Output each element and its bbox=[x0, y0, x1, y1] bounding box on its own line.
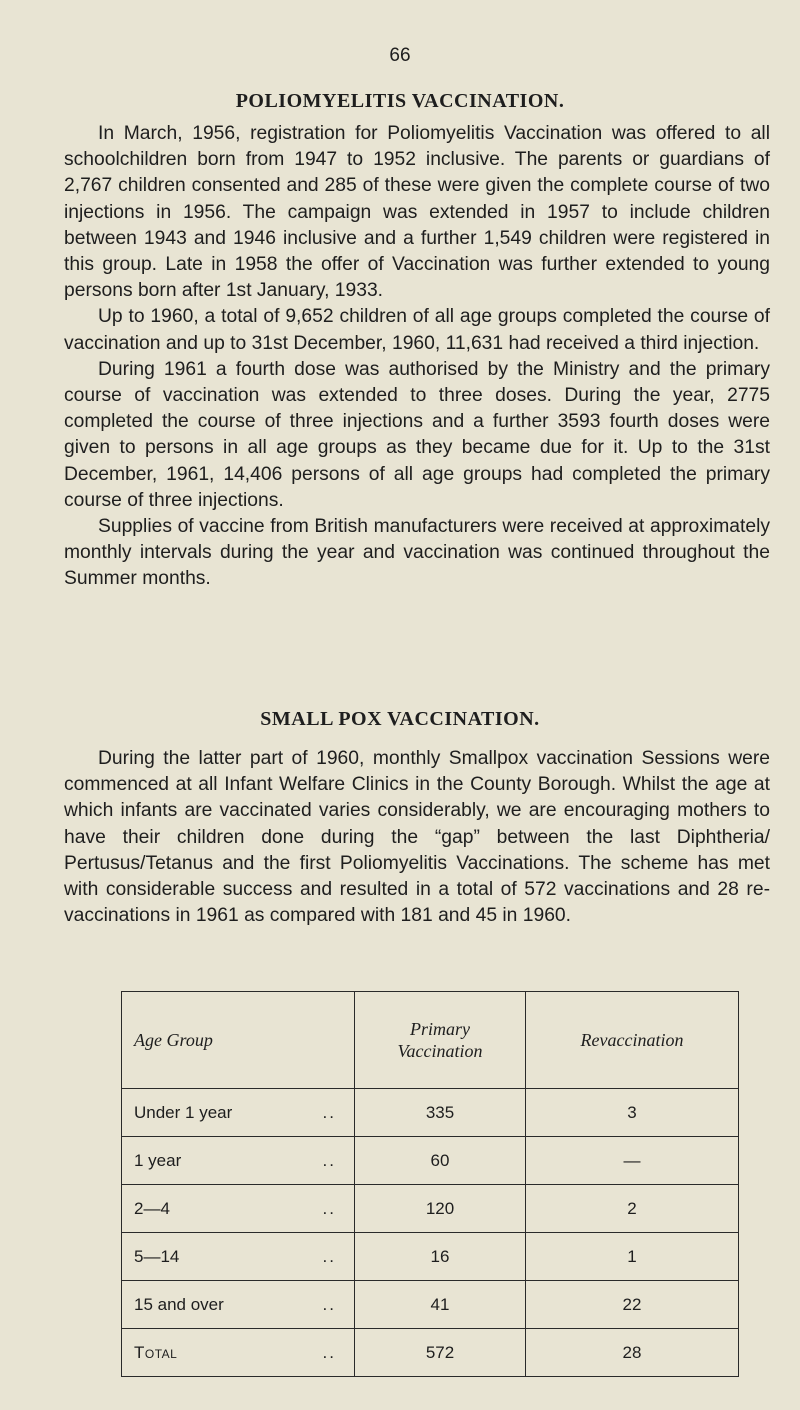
leader-dots: .. bbox=[322, 1342, 336, 1362]
age-group-cell: 1 year bbox=[134, 1150, 182, 1170]
smallpox-paragraph: During the latter part of 1960, monthly Smallpox vaccination Sessions were commenced at all Infant Welfare Clinics in the County Borough. Whilst the age at which infants are vaccinated varies considerably, we are encouraging mothers to have their children done during the “gap” between the last Diphtheria/ Pertusus/Tetanus and the first Poliomyelitis Vaccinations. The scheme has met with considerable success and resulted in a total of 572 vaccinations and 28 re-vaccinations in 1961 as compared with 181 and 45 in 1960. bbox=[64, 748, 770, 927]
table-total-row bbox=[122, 1329, 739, 1377]
table-header-row bbox=[122, 992, 739, 1089]
header-revaccination: Revaccination bbox=[526, 992, 739, 1089]
table-row bbox=[122, 1137, 739, 1185]
table-row bbox=[122, 1089, 739, 1137]
smallpox-heading: SMALL POX VACCINATION. bbox=[260, 708, 540, 730]
vaccination-table bbox=[121, 991, 739, 1377]
leader-dots: .. bbox=[322, 1102, 336, 1122]
header-primary-vaccination: Primary Vaccination bbox=[355, 992, 526, 1089]
smallpox-section bbox=[64, 746, 770, 929]
polio-paragraph-2: Up to 1960, a total of 9,652 children of all age groups completed the course of vaccination and up to 31st December, 1960, 11,631 had received a third injection. bbox=[64, 306, 770, 354]
revaccination-cell: — bbox=[526, 1137, 739, 1185]
leader-dots: .. bbox=[322, 1294, 336, 1314]
primary-cell: 120 bbox=[355, 1185, 526, 1233]
revaccination-cell: 3 bbox=[526, 1089, 739, 1137]
revaccination-cell: 1 bbox=[526, 1233, 739, 1281]
total-primary-cell: 572 bbox=[355, 1329, 526, 1377]
revaccination-cell: 2 bbox=[526, 1185, 739, 1233]
polio-paragraph-1: In March, 1956, registration for Poliomyelitis Vaccination was offered to all schoolchildren born from 1947 to 1952 inclusive. The parents or guardians of 2,767 children consented and 285 of these were given the complete course of two injections in 1956. The campaign was extended in 1957 to include children between 1943 and 1946 inclusive and a further 1,549 children were registered in this group. Late in 1958 the offer of Vaccination was further extended to young persons born after 1st January, 1933. bbox=[64, 123, 770, 302]
leader-dots: .. bbox=[322, 1246, 336, 1266]
polio-section bbox=[64, 121, 770, 593]
header-age-group: Age Group bbox=[122, 992, 355, 1089]
table-row bbox=[122, 1185, 739, 1233]
polio-paragraph-3: During 1961 a fourth dose was authorised by the Ministry and the primary course of vaccination was extended to three doses. During the year, 2775 completed the course of three injections and a further 3593 fourth doses were given to persons in all age groups as they became due for it. Up to the 31st December, 1961, 14,406 persons of all age groups had completed the primary course of three injections. bbox=[64, 358, 770, 511]
table-row bbox=[122, 1281, 739, 1329]
polio-heading: POLIOMYELITIS VACCINATION. bbox=[235, 90, 565, 112]
primary-cell: 60 bbox=[355, 1137, 526, 1185]
age-group-cell: Under 1 year bbox=[134, 1102, 233, 1122]
polio-paragraph-4: Supplies of vaccine from British manufacturers were received at approximately monthly intervals during the year and vaccination was continued throughout the Summer months. bbox=[64, 516, 770, 590]
primary-cell: 335 bbox=[355, 1089, 526, 1137]
leader-dots: .. bbox=[322, 1150, 336, 1170]
age-group-cell: 15 and over bbox=[134, 1294, 224, 1314]
age-group-cell: 2—4 bbox=[134, 1198, 170, 1218]
primary-cell: 16 bbox=[355, 1233, 526, 1281]
age-group-cell: 5—14 bbox=[134, 1246, 180, 1266]
page-number: 66 bbox=[389, 45, 411, 66]
table-row bbox=[122, 1233, 739, 1281]
total-revaccination-cell: 28 bbox=[526, 1329, 739, 1377]
revaccination-cell: 22 bbox=[526, 1281, 739, 1329]
leader-dots: .. bbox=[322, 1198, 336, 1218]
primary-cell: 41 bbox=[355, 1281, 526, 1329]
total-label: Total bbox=[134, 1342, 178, 1362]
